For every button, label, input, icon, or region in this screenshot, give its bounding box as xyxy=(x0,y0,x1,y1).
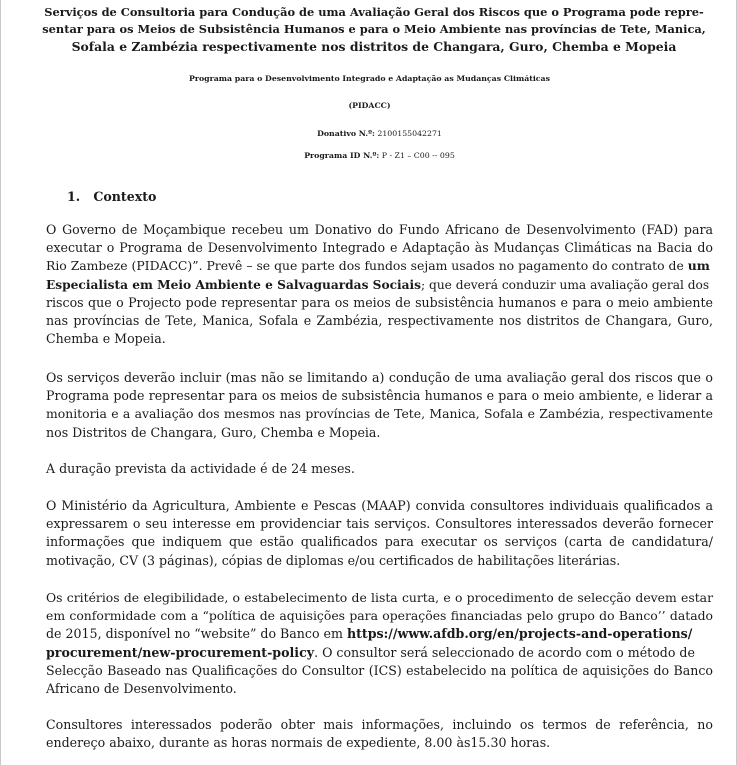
text-line: O Governo de Moçambique recebeu um Donativo do Fundo Africano de Desenvolvimento (FAD) para xyxy=(46,222,713,237)
donativo-label: Donativo N.º: xyxy=(317,129,375,138)
programa-id-label: Programa ID N.º: xyxy=(304,151,380,160)
text-line xyxy=(46,276,713,294)
text-line: Selecção Baseado nas Qualificações do Consultor (ICS) estabelecido na política de aquisições do Banco xyxy=(46,662,713,678)
title-line: sentar para os Meios de Subsistência Humanos e para o Meio Ambiente nas províncias de Tete, Manica, xyxy=(42,22,706,36)
text-line xyxy=(46,625,713,643)
text-line: executar o Programa de Desenvolvimento Integrado e Adaptação às Mudanças Climáticas na Bacia do xyxy=(46,240,713,256)
donativo-value: 2100155042271 xyxy=(377,129,442,138)
title-line: Sofala e Zambézia respectivamente nos distritos de Changara, Guro, Chemba e Mopeia xyxy=(71,39,677,54)
paragraph-invitation xyxy=(46,497,713,570)
programa-id-line xyxy=(1,151,737,160)
title-line: Serviços de Consultoria para Condução de uma Avaliação Geral dos Riscos que o Programa pode repre- xyxy=(44,5,704,19)
section-title: Contexto xyxy=(93,189,157,204)
donativo-line xyxy=(1,129,737,138)
text-line: Programa pode representar para os meios de subsistência humanos e para o meio ambiente, e liderar a xyxy=(46,388,713,404)
section-heading xyxy=(67,189,156,204)
text-line: Os serviços deverão incluir (mas não se limitando a) condução de uma avaliação geral dos riscos que o xyxy=(46,370,713,385)
text-run: de 2015, disponível no “website” do Banco em xyxy=(46,626,347,642)
emphasis-text: Especialista em Meio Ambiente e Salvaguardas Sociais xyxy=(46,277,422,292)
text-line xyxy=(46,257,713,275)
programa-id-value: P - Z1 – C00 -- 095 xyxy=(381,151,455,160)
text-line: Os critérios de elegibilidade, o estabelecimento de lista curta, e o procedimento de selecção devem estar xyxy=(46,590,713,605)
text-line: riscos que o Projecto pode representar para os meios de subsistência humanos e para o meio ambiente xyxy=(46,294,713,310)
text-run: ; que deverá conduzir uma avaliação geral dos xyxy=(421,277,710,292)
website-link[interactable]: procurement/new-procurement-policy xyxy=(46,644,315,660)
text-line: Consultores interessados poderão obter mais informações, incluindo os termos de referência, no xyxy=(46,717,713,732)
text-line xyxy=(46,644,713,662)
text-run: Rio Zambeze (PIDACC)”. Prevê – se que parte dos fundos sejam usados no pagamento do contrato de xyxy=(46,258,688,274)
text-line: informações que indiquem que estão qualificados para executar os serviços (carta de candidatura/ xyxy=(46,534,713,550)
paragraph-intro xyxy=(46,221,713,348)
website-link[interactable]: https://www.afdb.org/en/projects-and-operations/ xyxy=(346,626,693,642)
text-run: . O consultor será seleccionado de acordo com o método de xyxy=(314,644,695,660)
emphasis-text: um xyxy=(687,258,710,274)
paragraph-contact xyxy=(46,716,713,752)
text-line: Chemba e Mopeia. xyxy=(46,331,166,347)
text-line: O Ministério da Agricultura, Ambiente e Pescas (MAAP) convida consultores individuais qualificados a xyxy=(46,498,713,513)
text-line: nas províncias de Tete, Manica, Sofala e Zambézia, respectivamente nos distritos de Changara, Guro, xyxy=(46,313,713,329)
text-line: A duração prevista da actividade é de 24 meses. xyxy=(46,461,355,476)
programa-title: Programa para o Desenvolvimento Integrado e Adaptação as Mudanças Climáticas xyxy=(188,74,551,83)
paragraph-duration xyxy=(46,460,713,478)
text-line: em conformidade com a “política de aquisições para operações financiadas pelo grupo do Banco’’ datado xyxy=(46,608,713,624)
text-line: motivação, CV (3 páginas), cópias de diplomas e/ou certificados de habilitações literárias. xyxy=(46,552,621,568)
text-line: monitoria e a avaliação dos mesmos nas províncias de Tete, Manica, Sofala e Zambézia, respectivamente xyxy=(46,406,713,422)
programa-acronym: (PIDACC) xyxy=(348,101,391,110)
text-line: endereço abaixo, durante as horas normais de expediente, 8.00 às15.30 horas. xyxy=(46,735,551,751)
paragraph-criteria xyxy=(46,589,713,698)
section-number: 1. xyxy=(67,189,81,204)
paragraph-services xyxy=(46,369,713,442)
text-line: Africano de Desenvolvimento. xyxy=(46,681,237,697)
document-title xyxy=(39,4,709,55)
text-line: expressarem o seu interesse em providenciar tais serviços. Consultores interessados deverão fornecer xyxy=(46,516,713,532)
text-line: nos Distritos de Changara, Guro, Chemba e Mopeia. xyxy=(46,424,381,440)
